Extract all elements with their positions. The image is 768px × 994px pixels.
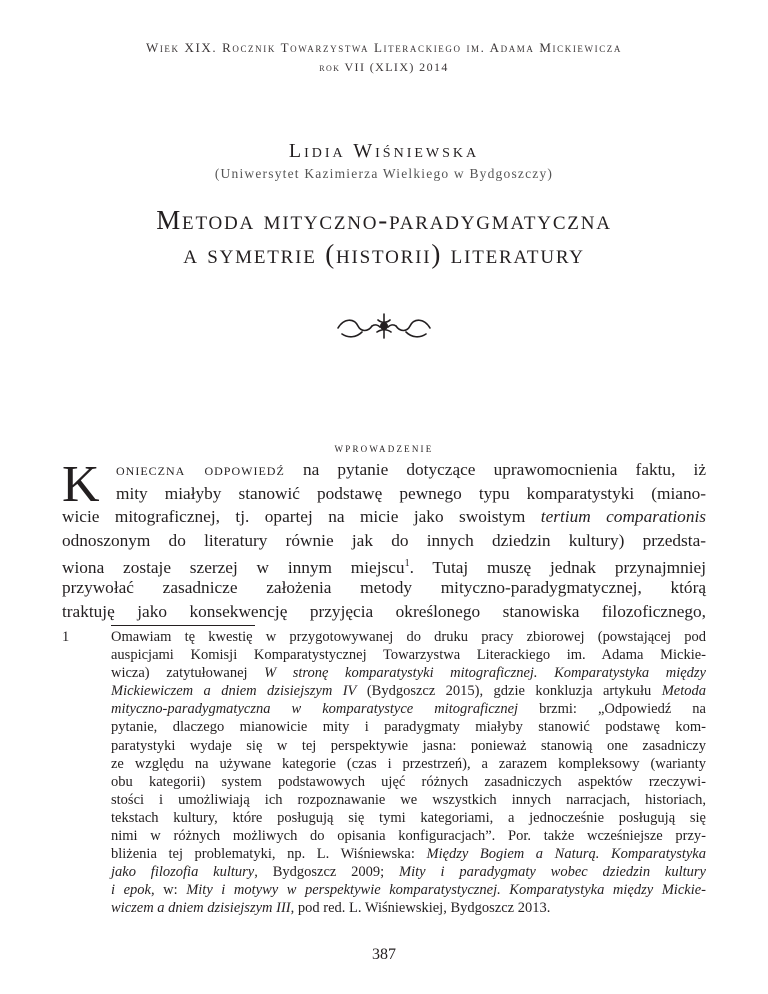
body-text-span: . Tutaj muszę jednak przynajmniej	[409, 558, 707, 578]
section-heading: wprowadzenie	[334, 440, 434, 455]
footnote-italic: Mity i paradygmaty wobec dziedzin kultury	[399, 864, 706, 881]
footnote-line: paratystyki wydaje się w tej perspektywie jasna: ponieważ stanowią one zasadniczy	[111, 737, 706, 754]
footnote-italic: IV	[342, 683, 357, 700]
footnote-line	[111, 664, 706, 682]
italic-term: tertium comparationis	[540, 507, 706, 527]
drop-cap: K	[62, 456, 100, 513]
footnote-line: obu kategorii) system podstawowych ujęć różnych zasadniczych aspektów rzeczywi-	[111, 773, 706, 790]
footnote-reference[interactable]: 1	[404, 558, 410, 570]
footnote-span: , Bydgoszcz 2009;	[254, 864, 400, 881]
body-line	[62, 505, 706, 529]
footnote-italic: wiczem a dniem dzisiejszym	[111, 900, 277, 917]
body-text-span: wiona zostaje szerzej w innym miejscu	[62, 558, 405, 578]
footnote-divider	[111, 625, 255, 626]
footnote-span: bliżenia tej problematyki, np. L. Wiśniewska:	[111, 846, 427, 863]
footnote-italic: jako filozofia kultury	[111, 864, 255, 881]
footnote-span: , pod red. L. Wiśniewskiej, Bydgoszcz 2013.	[290, 900, 551, 917]
footnote-line	[111, 700, 706, 718]
article-title-line1: Metoda mityczno-paradygmatyczna	[156, 205, 612, 235]
footnote-line	[111, 845, 706, 863]
running-header-volume: rok VII (XLIX) 2014	[319, 60, 449, 74]
footnote-span: , w:	[150, 882, 187, 899]
footnote-line: stości i umożliwiają ich rozpoznawanie we wszystkich innych narracjach, historiach,	[111, 791, 706, 808]
footnote-italic: mityczno-paradygmatyczna w komparatystyce mitograficznej	[111, 701, 519, 718]
footnote-span: brzmi: „Odpowiedź na	[518, 701, 706, 718]
footnote-italic: i epok	[111, 882, 151, 899]
footnote-line: tekstach kultury, które posługują się tymi kategoriami, a jednocześnie posługują się	[111, 809, 706, 826]
lead-in-words: onieczna odpowiedź	[116, 460, 285, 479]
footnote-text	[111, 628, 706, 918]
footnote-italic: Mickiewiczem a dniem dzisiejszym	[111, 683, 343, 700]
footnote-italic: W stronę komparatystyki mitograficznej. Komparatystyka między	[264, 665, 706, 682]
footnote-italic: Metoda	[661, 683, 706, 700]
body-paragraph	[62, 458, 706, 623]
page-number: 387	[372, 946, 396, 963]
author-name: Lidia Wiśniewska	[288, 140, 480, 162]
body-line: przywołać zasadnicze założenia metody mityczno-paradygmatycznej, którą	[62, 577, 706, 597]
body-line: odnoszonym do literatury równie jak do innych dziedzin kultury) przedsta-	[62, 530, 706, 550]
footnote-line: pytanie, dlaczego mianowicie mity i paradygmaty miałyby stanowić podstawę kom-	[111, 719, 706, 736]
footnote-line: Omawiam tę kwestię w przygotowywanej do druku pracy zbiorowej (powstającej pod	[111, 629, 706, 645]
footnote-number: 1	[62, 629, 70, 645]
footnote-line	[111, 863, 706, 881]
footnote-italic: III	[276, 900, 291, 917]
footnote-line	[111, 881, 706, 899]
floral-ornament-icon	[334, 308, 434, 344]
footnote-line	[111, 899, 706, 917]
footnote-span: wicza) zatytułowanej	[111, 665, 265, 682]
body-line: traktuję jako konsekwencję przyjęcia określonego stanowiska filozoficznego,	[62, 601, 706, 621]
running-header-journal: Wiek XIX. Rocznik Towarzystwa Literackiego im. Adama Mickiewicza	[145, 40, 623, 55]
author-affiliation: (Uniwersytet Kazimierza Wielkiego w Bydgoszczy)	[214, 166, 554, 181]
footnote-italic: Między Bogiem a Naturą. Komparatystyka	[426, 846, 706, 863]
footnote-line: auspicjami Komisji Komparatystycznej Towarzystwa Literackiego im. Adama Mickie-	[111, 647, 706, 664]
body-line	[62, 458, 706, 482]
body-text-span: na pytanie dotyczące uprawomocnienia faktu, iż	[284, 460, 707, 479]
body-line: mity miałyby stanowić podstawę pewnego typu komparatystyki (miano-	[116, 483, 706, 503]
footnote-line: nimi w różnych możliwych do opisania konfiguracjach”. Por. także wcześniejsze przy-	[111, 828, 706, 845]
footnote-line	[111, 682, 706, 700]
article-title	[0, 203, 768, 271]
body-line	[62, 552, 706, 576]
article-title-line2: a symetrie (historii) literatury	[183, 239, 585, 269]
footnote-italic: Mity i motywy w perspektywie komparatystycznej. Komparatystyka między Mickie-	[186, 882, 706, 899]
body-text-span: wicie mitograficznej, tj. opartej na micie jako swoistym	[62, 507, 541, 527]
footnote-span: (Bydgoszcz 2015), gdzie konkluzja artykułu	[356, 683, 662, 700]
footnote-line: ze względu na używane kategorie (czas i przestrzeń), a zarazem kompleksowy (warianty	[111, 755, 706, 772]
